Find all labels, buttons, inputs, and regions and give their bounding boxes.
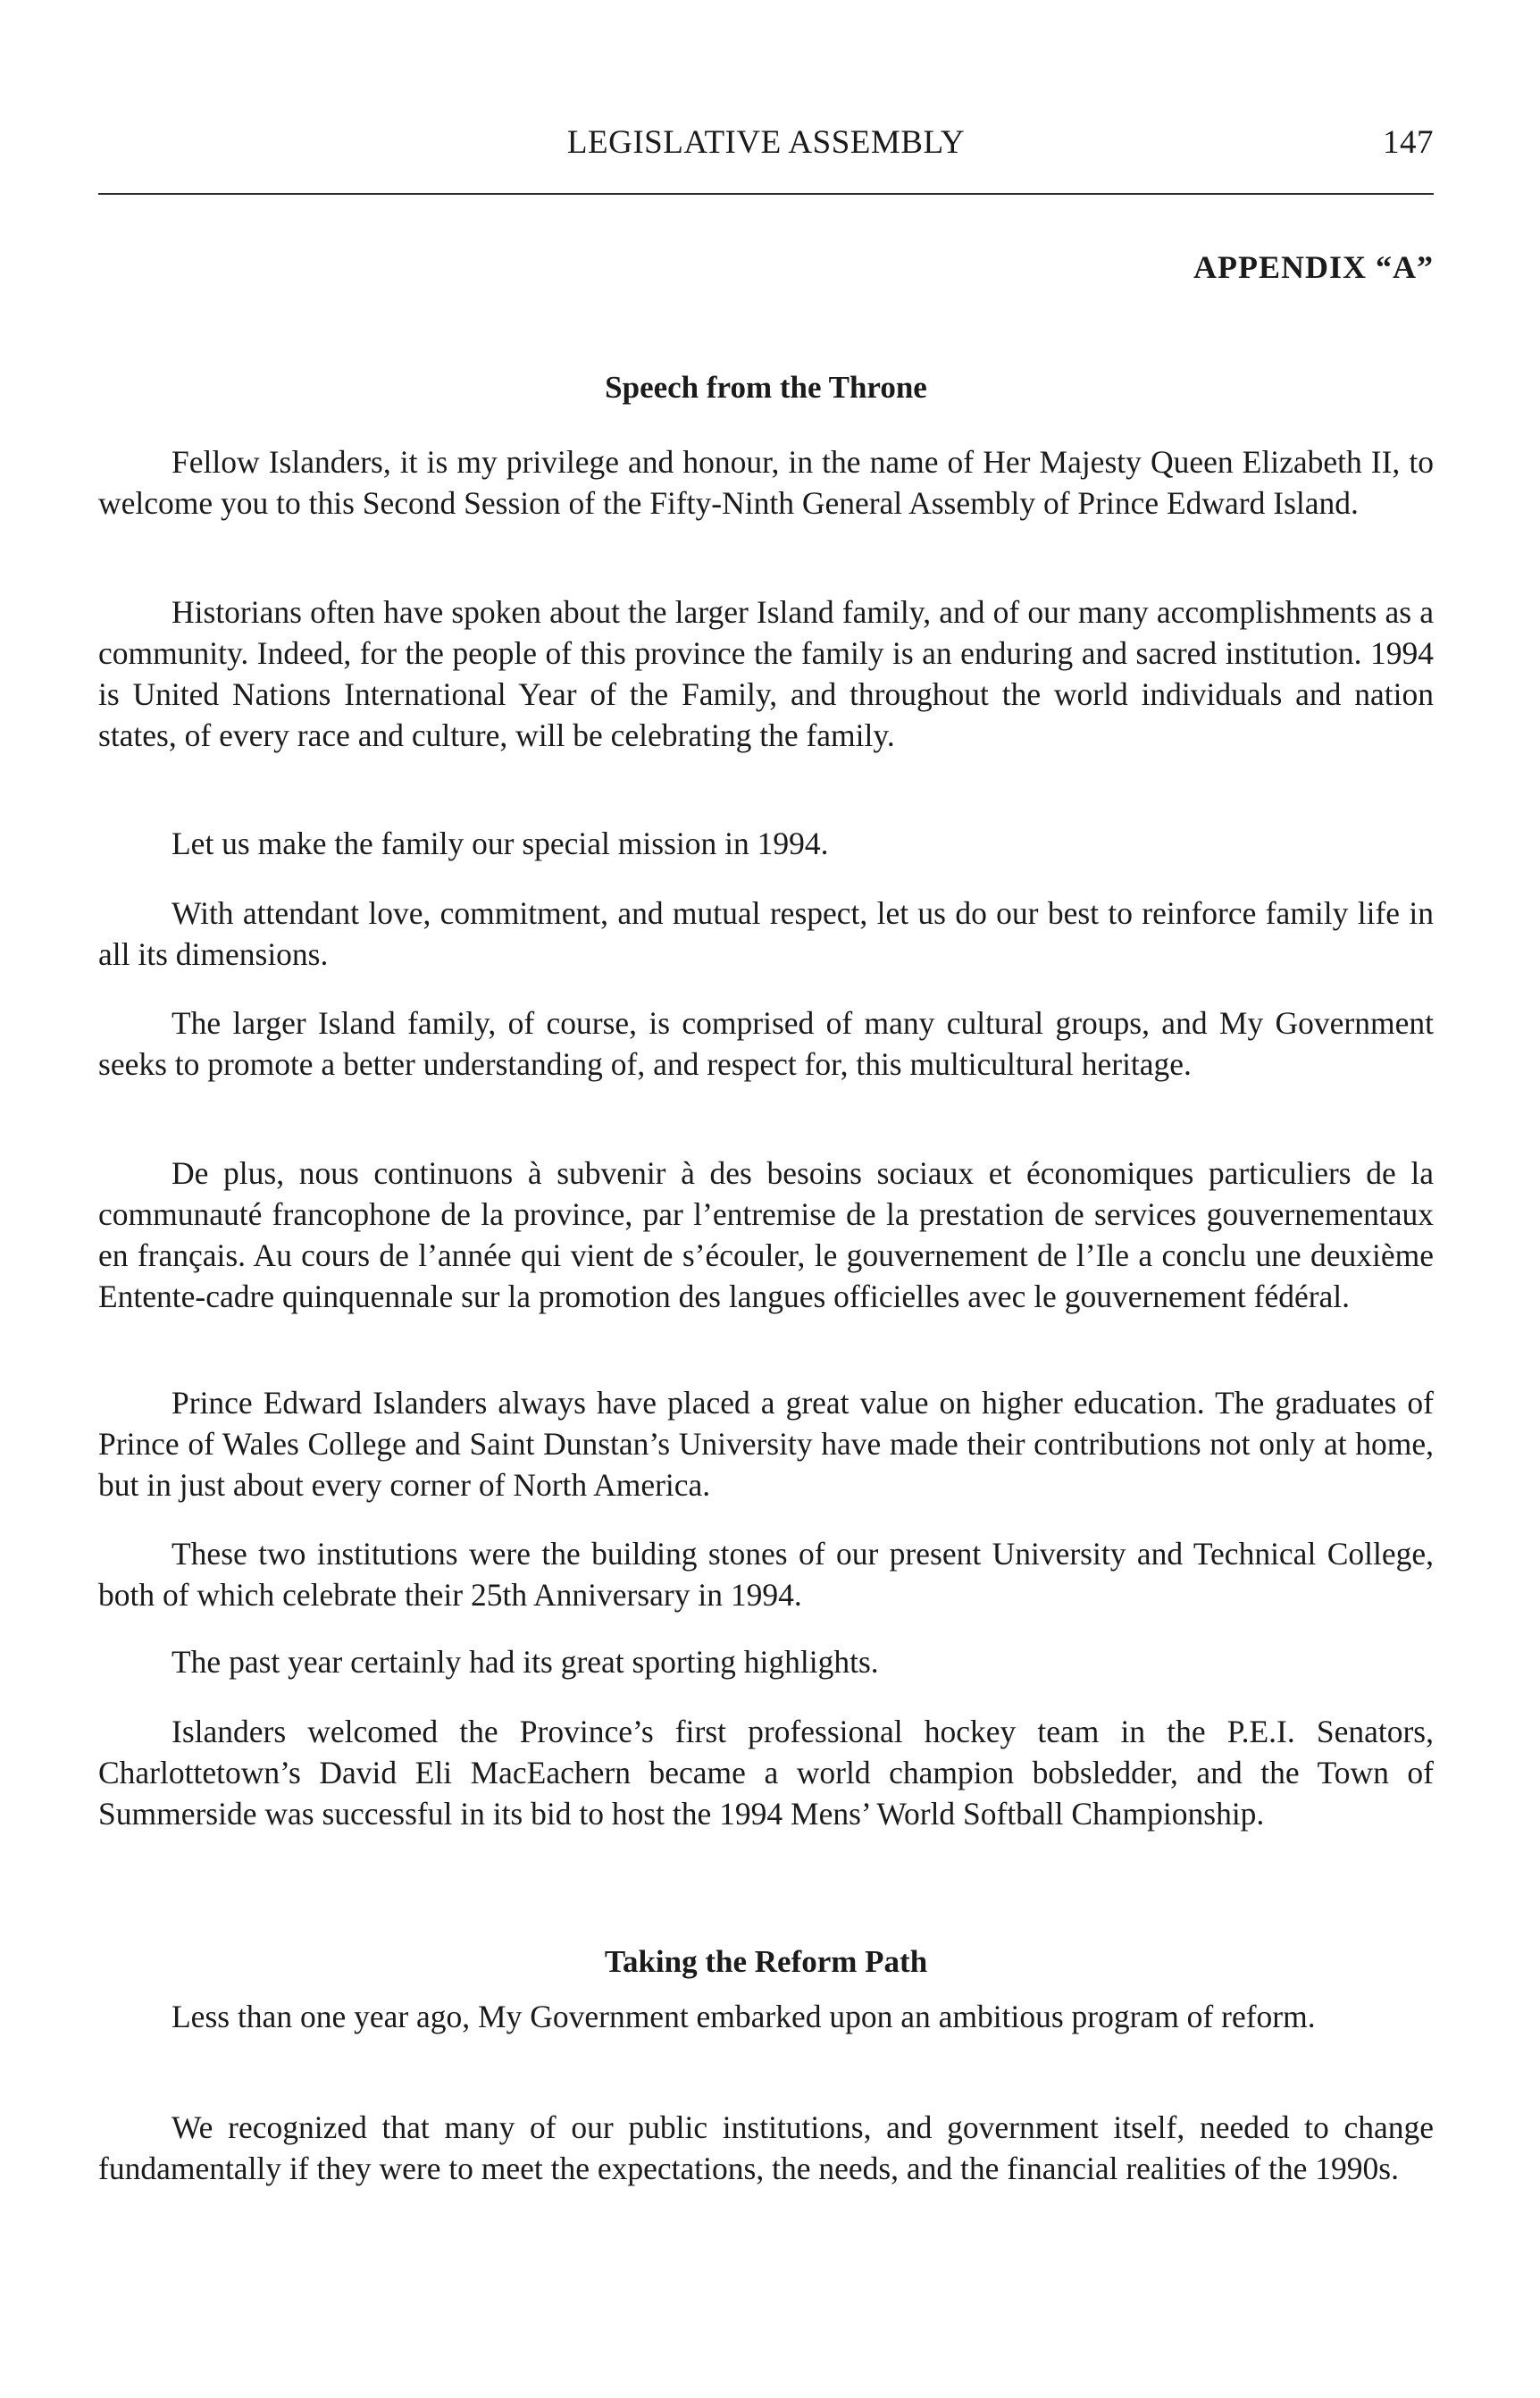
paragraph: Let us make the family our special mission in 1994. <box>172 826 829 861</box>
paragraph: Historians often have spoken about the larger Island family, and of our many accomplishments as a community. Indeed, for the people of this province the family is an enduring and sacred institution. 1994 is United Nations International Year of the Family, and throughout the world individuals and nation states, of every race and culture, will be celebrating the family. <box>98 594 1434 753</box>
running-title: LEGISLATIVE ASSEMBLY <box>566 124 966 161</box>
paragraph: These two institutions were the building stones of our present University and Technical College, both of which celebrate their 25th Anniversary in 1994. <box>98 1536 1434 1613</box>
paragraph: Islanders welcomed the Province’s first professional hockey team in the P.E.I. Senators, Charlottetown’s David Eli MacEachern became a world champion bobsledder, and the Town of Summerside was successful in its bid to host the 1994 Mens’ World Softball Championship. <box>98 1714 1434 1832</box>
section-heading: Taking the Reform Path <box>604 1944 928 1979</box>
paragraph: Less than one year ago, My Government embarked upon an ambitious program of reform. <box>172 1999 1316 2034</box>
paragraph: The larger Island family, of course, is comprised of many cultural groups, and My Government seeks to promote a better understanding of, and respect for, this multicultural heritage. <box>98 1005 1434 1082</box>
paragraph: De plus, nous continuons à subvenir à des besoins sociaux et économiques particuliers de la communauté francophone de la province, par l’entremise de la prestation de services gouvernementaux en français. Au cours de l’année qui vient de s’écouler, le gouvernement de l’Ile a conclu une deuxième Entente-cadre quinquennale sur la promotion des langues officielles avec le gouvernement fédéral. <box>98 1155 1434 1314</box>
appendix-label: APPENDIX “A” <box>1193 249 1434 285</box>
paragraph: The past year certainly had its great sporting highlights. <box>172 1644 879 1680</box>
header-rule <box>98 193 1434 195</box>
running-header <box>98 123 1434 166</box>
paragraph: Prince Edward Islanders always have placed a great value on higher education. The graduates of Prince of Wales College and Saint Dunstan’s University have made their contributions not only at home, but in just about every corner of North America. <box>98 1385 1434 1503</box>
paragraph: With attendant love, commitment, and mutual respect, let us do our best to reinforce family life in all its dimensions. <box>98 895 1434 972</box>
paragraph: Fellow Islanders, it is my privilege and honour, in the name of Her Majesty Queen Elizabeth II, to welcome you to this Second Session of the Fifty-Ninth General Assembly of Prince Edward Island. <box>98 444 1434 521</box>
paragraph: We recognized that many of our public institutions, and government itself, needed to change fundamentally if they were to meet the expectations, the needs, and the financial realities of the 1990s. <box>98 2109 1434 2186</box>
section-heading: Speech from the Throne <box>605 370 927 405</box>
page-number: 147 <box>1383 124 1434 161</box>
